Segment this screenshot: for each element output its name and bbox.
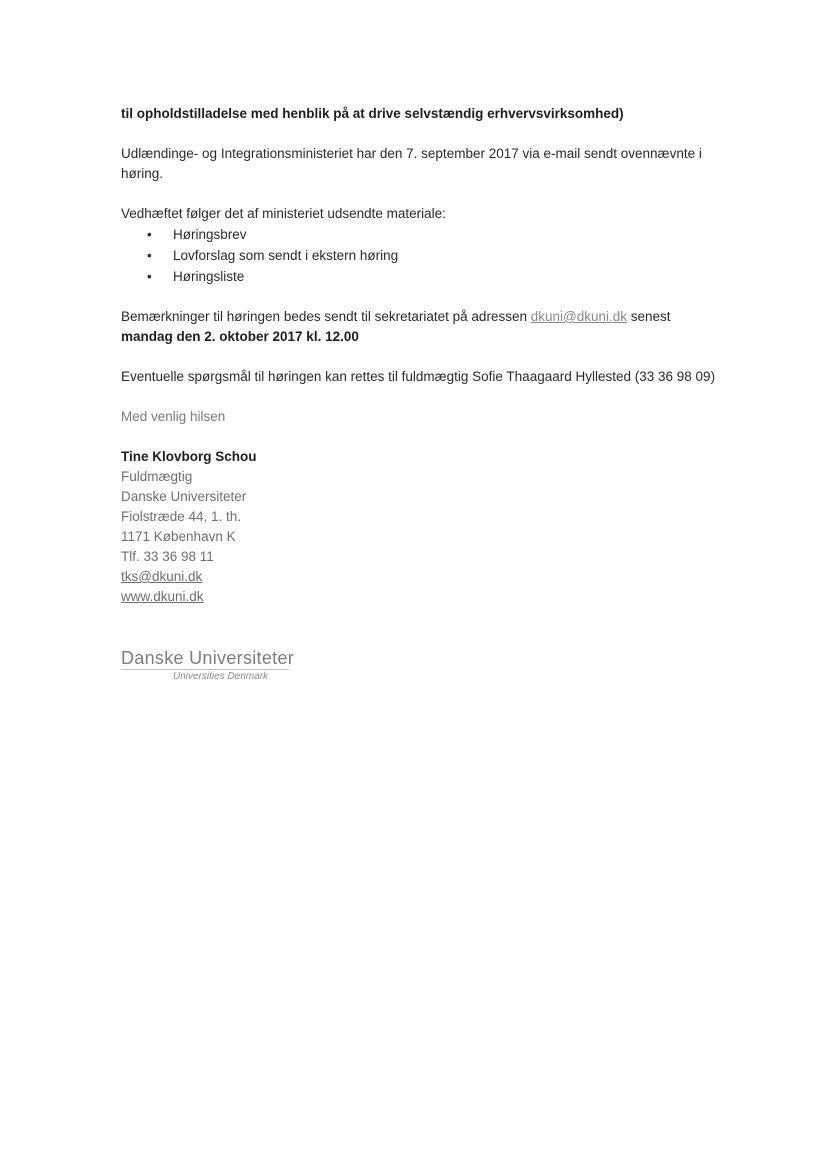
signature-name: Tine Klovborg Schou [121, 449, 257, 464]
attachments-list [121, 224, 721, 287]
attachment-label: Høringsliste [173, 269, 245, 284]
remarks-after: senest [626, 309, 671, 324]
signature-block [121, 447, 721, 607]
signature-phone: Tlf. 33 36 98 11 [121, 549, 214, 564]
letter-body [121, 104, 721, 607]
signature-city: 1171 København K [121, 529, 236, 544]
attachments-intro: Vedhæftet følger det af ministeriet udsendte materiale: [121, 206, 446, 221]
signature-title: Fuldmægtig [121, 469, 193, 484]
list-item [121, 266, 721, 287]
bullet-icon: • [147, 248, 152, 263]
remarks-email-link[interactable]: dkuni@dkuni.dk [530, 309, 627, 324]
attachment-label: Høringsbrev [173, 227, 247, 242]
signature-email-link[interactable]: tks@dkuni.dk [121, 569, 203, 584]
organization-logo [121, 647, 301, 683]
bullet-icon: • [147, 269, 152, 284]
signature-address: Fiolstræde 44, 1. th. [121, 509, 242, 524]
letter-heading: til opholdstilladelse med henblik på at drive selvstændig erhvervsvirksomhed) [121, 106, 624, 121]
remarks-paragraph [121, 307, 721, 347]
signature-org: Danske Universiteter [121, 489, 247, 504]
attachment-label: Lovforslag som sendt i ekstern høring [173, 248, 399, 263]
remarks-text: Bemærkninger til høringen bedes sendt til sekretariatet på adressen [121, 309, 531, 324]
intro-paragraph: Udlændinge- og Integrationsministeriet har den 7. september 2017 via e-mail sendt ovennævnte i høring. [121, 146, 702, 181]
list-item [121, 224, 721, 245]
logo-subtitle: Universities Denmark [173, 671, 269, 682]
list-item [121, 245, 721, 266]
questions-paragraph: Eventuelle spørgsmål til høringen kan rettes til fuldmægtig Sofie Thaagaard Hyllested (33 36 98 09) [121, 369, 716, 384]
logo-main-text: Danske Universiteter [121, 648, 295, 668]
bullet-icon: • [147, 227, 152, 242]
signature-website-link[interactable]: www.dkuni.dk [121, 589, 204, 604]
greeting: Med venlig hilsen [121, 409, 226, 424]
deadline-text: mandag den 2. oktober 2017 kl. 12.00 [121, 329, 359, 344]
